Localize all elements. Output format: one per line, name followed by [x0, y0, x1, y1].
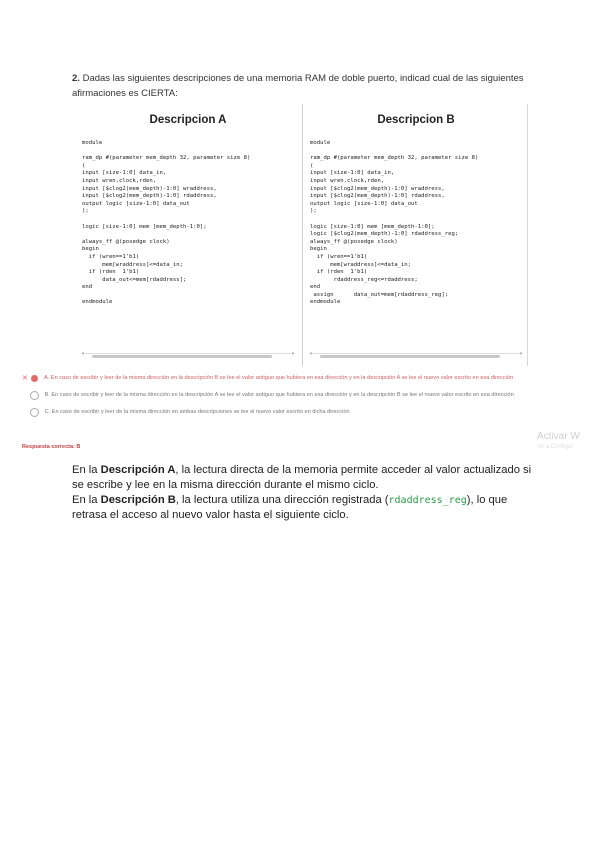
description-a-scrollbar[interactable]: [82, 353, 294, 360]
text: , la lectura utiliza una dirección registrada (: [175, 494, 389, 506]
description-b-scrollbar[interactable]: [310, 353, 522, 360]
description-a: [76, 104, 300, 366]
radio-icon[interactable]: [30, 408, 39, 417]
description-a-ref: Descripción A: [100, 464, 176, 476]
radio-icon[interactable]: [30, 391, 39, 400]
text: En la: [72, 494, 101, 506]
option-b-text: B. En caso de escribir y leer de la misma dirección en la descripción A se lee el valor antiguo que hubiera en esa dirección y en la descripción B se lee el nuevo valor escrito en esa dirección: [44, 392, 514, 398]
text: En la: [72, 464, 101, 476]
column-divider: [302, 104, 303, 366]
activation-watermark-sub: Ve a Configur: [537, 444, 574, 450]
option-a-text: A. En caso de escribir y leer de la misma dirección en la descripción B se lee el valor antiguo que hubiera en esa dirección y en la descripción A se lee el nuevo valor escrito en esa dirección: [44, 375, 514, 381]
question-title: [72, 71, 532, 101]
text: ), lo que retrasa el acceso al nuevo valor hasta el siguiente ciclo.: [72, 494, 508, 521]
question-number: 2.: [72, 73, 80, 84]
description-b-title: Descripcion B: [377, 114, 455, 126]
explanation: [72, 463, 542, 523]
option-c-text: C. En caso de escribir y leer de la misma dirección en ambas descripciones se lee el nuevo valor escrito en dicha dirección: [44, 409, 350, 415]
radio-selected-icon[interactable]: [31, 375, 38, 382]
scroll-right-icon[interactable]: ›: [520, 351, 522, 357]
correct-answer-label: Respuesta correcta: B: [22, 444, 81, 450]
scroll-thumb[interactable]: [320, 355, 500, 358]
description-b-ref: Descripción B: [100, 494, 176, 506]
explanation-paragraph-b: [72, 493, 542, 523]
wrong-icon: ✕: [22, 375, 28, 382]
scroll-right-icon[interactable]: ›: [292, 351, 294, 357]
option-b[interactable]: [22, 390, 582, 401]
answer-options: [22, 373, 582, 424]
code-comparison-panel: [76, 104, 528, 370]
description-b-code: module ram_dp #(parameter mem_depth 32, parameter size 8) ( input [size-1:0] data_in, input wren,clock,rden, input [$clog2(mem_depth)-1:0] wraddress, input [$clog2(mem_depth)-1:0] rdaddress, output logic [size-1:0] data_out ); logic [size-1:0] mem [mem_depth-1:0]; logic [$clog2(mem_depth)-1:0] rdaddress_reg; always_ff @(posedge clock) begin if (wren==1'b1) mem[wraddress]<=data_in; if (rden 1'b1) rdaddress_reg<=rdaddress; end assign data_out=mem[rdaddress_reg]; endmodule: [310, 140, 479, 306]
activation-watermark: Activar W: [537, 431, 580, 442]
description-a-code: module ram_dp #(parameter mem_depth 32, parameter size 8) ( input [size-1:0] data_in, input wren,clock,rden, input [$clog2(mem_depth)-1:0] wraddress, input [$clog2(mem_depth)-1:0] rdaddress, output logic [size-1:0] data_out ); logic [size-1:0] mem [mem_depth-1:0]; always_ff @(posedge clock) begin if (wren==1'b1) mem[wraddress]<=data_in; if (rden 1'b1) data_out<=mem[rdaddress]; end endmodule: [82, 140, 251, 306]
scroll-left-icon[interactable]: ‹: [310, 351, 312, 357]
question-text: Dadas las siguientes descripciones de una memoria RAM de doble puerto, indicad cual de las siguientes afirmaciones es CIERTA:: [72, 73, 524, 99]
panel-right-border: [527, 104, 528, 366]
description-a-title: Descripcion A: [149, 114, 227, 126]
scroll-left-icon[interactable]: ‹: [82, 351, 84, 357]
option-c[interactable]: [22, 407, 582, 418]
option-a[interactable]: [22, 373, 582, 384]
description-b: [304, 104, 528, 366]
code-ref: rdaddress_reg: [388, 495, 467, 506]
explanation-paragraph-a: [72, 463, 542, 493]
scroll-thumb[interactable]: [92, 355, 272, 358]
text: , la lectura directa de la memoria permite acceder al valor actualizado si se escribe y lee en la misma dirección durante el mismo ciclo.: [72, 464, 532, 491]
